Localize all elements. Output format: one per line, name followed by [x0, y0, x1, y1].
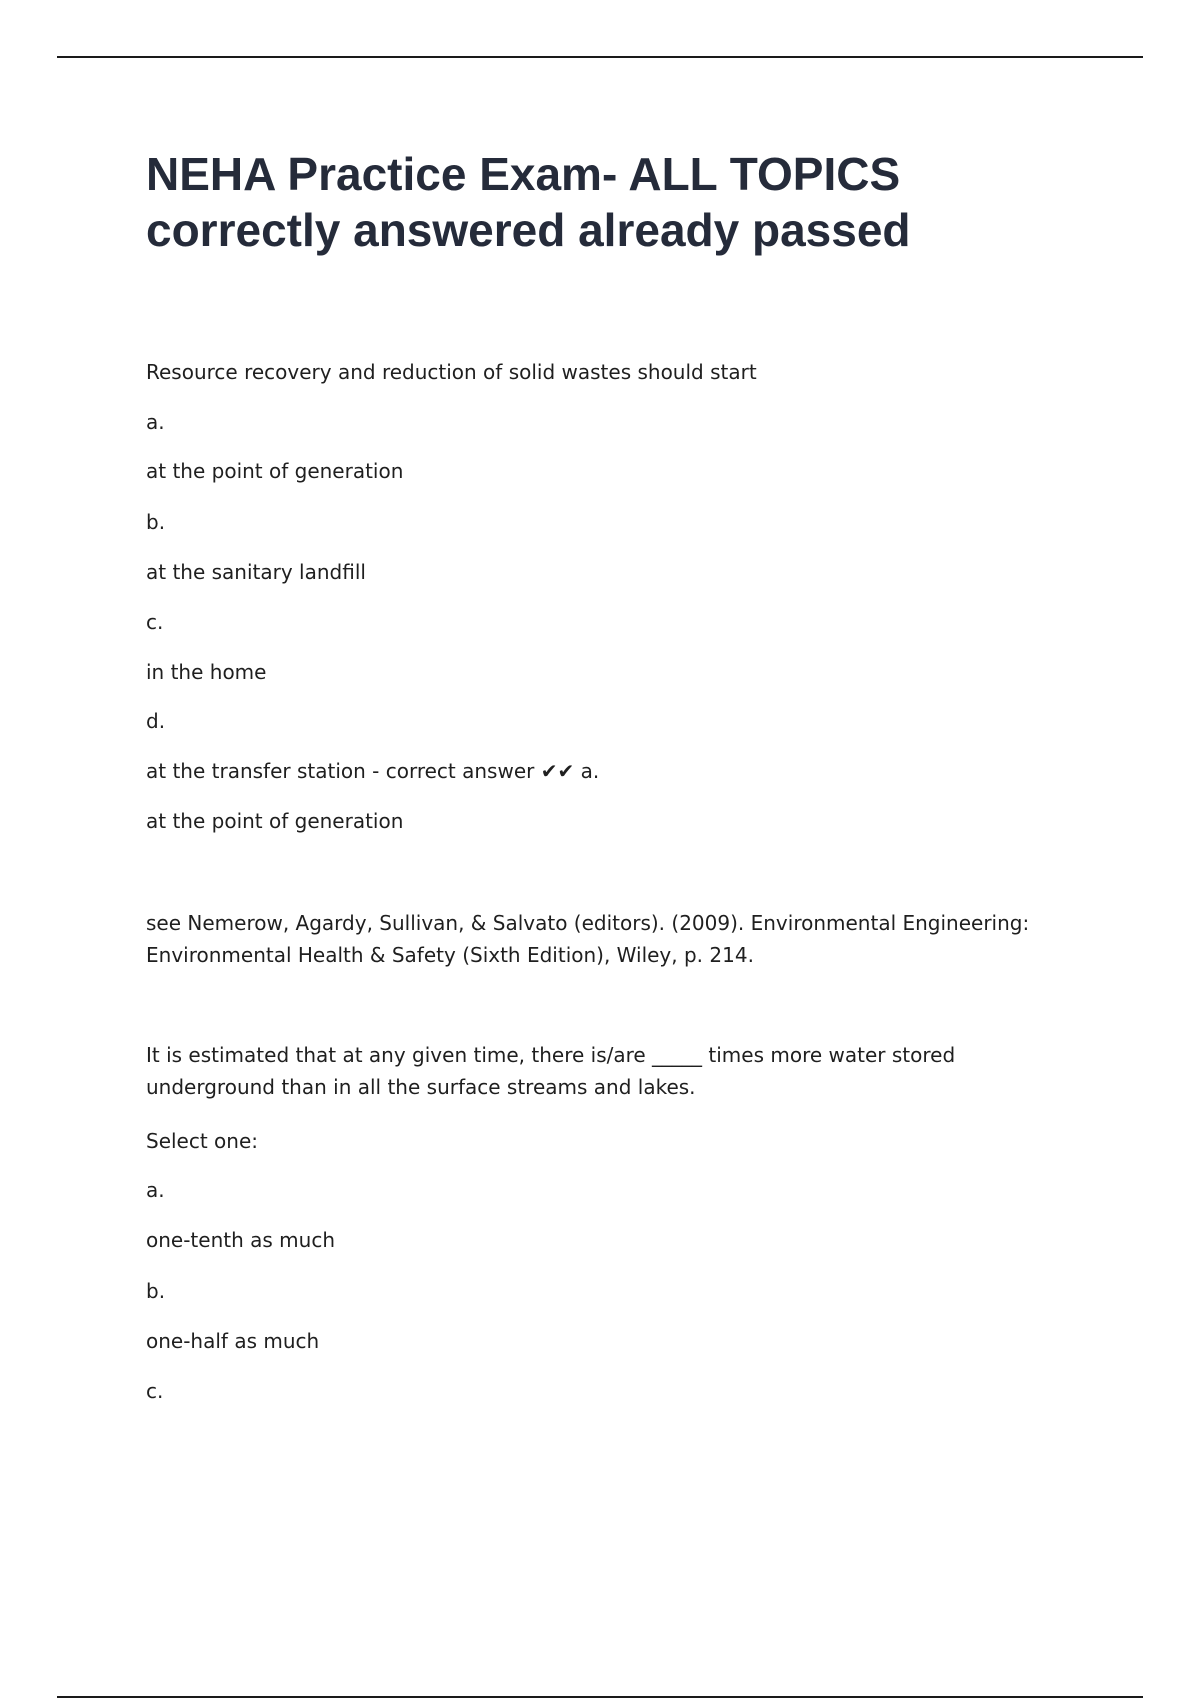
question-1-option-d-text: at the transfer station - correct answer ✔✔ a.	[146, 759, 600, 783]
question-2-instruction: Select one:	[146, 1129, 259, 1153]
bottom-divider	[57, 1696, 1143, 1698]
question-1-option-b-letter: b.	[146, 510, 166, 534]
question-1-answer-text: at the point of generation	[146, 809, 404, 833]
question-1-prompt: Resource recovery and reduction of solid wastes should start	[146, 360, 757, 384]
question-2-prompt: It is estimated that at any given time, there is/are _____ times more water stored underground than in all the surface streams and lakes.	[146, 1043, 956, 1099]
question-2-option-a-letter: a.	[146, 1178, 165, 1202]
top-divider	[57, 56, 1143, 58]
question-1-option-a-text: at the point of generation	[146, 459, 404, 483]
question-2-option-b-letter: b.	[146, 1279, 166, 1303]
question-1-option-d-letter: d.	[146, 709, 166, 733]
question-1-option-c-letter: c.	[146, 610, 164, 634]
question-1-option-c-text: in the home	[146, 660, 267, 684]
question-2-option-b-text: one-half as much	[146, 1329, 320, 1353]
question-1-option-b-text: at the sanitary landfill	[146, 560, 366, 584]
question-2-option-c-letter: c.	[146, 1379, 164, 1403]
question-1-reference: see Nemerow, Agardy, Sullivan, & Salvato (editors). (2009). Environmental Engineering: Environmental Health & Safety (Sixth Edition), Wiley, p. 214.	[146, 911, 1030, 967]
document-title: NEHA Practice Exam- ALL TOPICS correctly answered already passed	[146, 148, 911, 256]
question-1-option-a-letter: a.	[146, 410, 165, 434]
question-2-option-a-text: one-tenth as much	[146, 1228, 335, 1252]
